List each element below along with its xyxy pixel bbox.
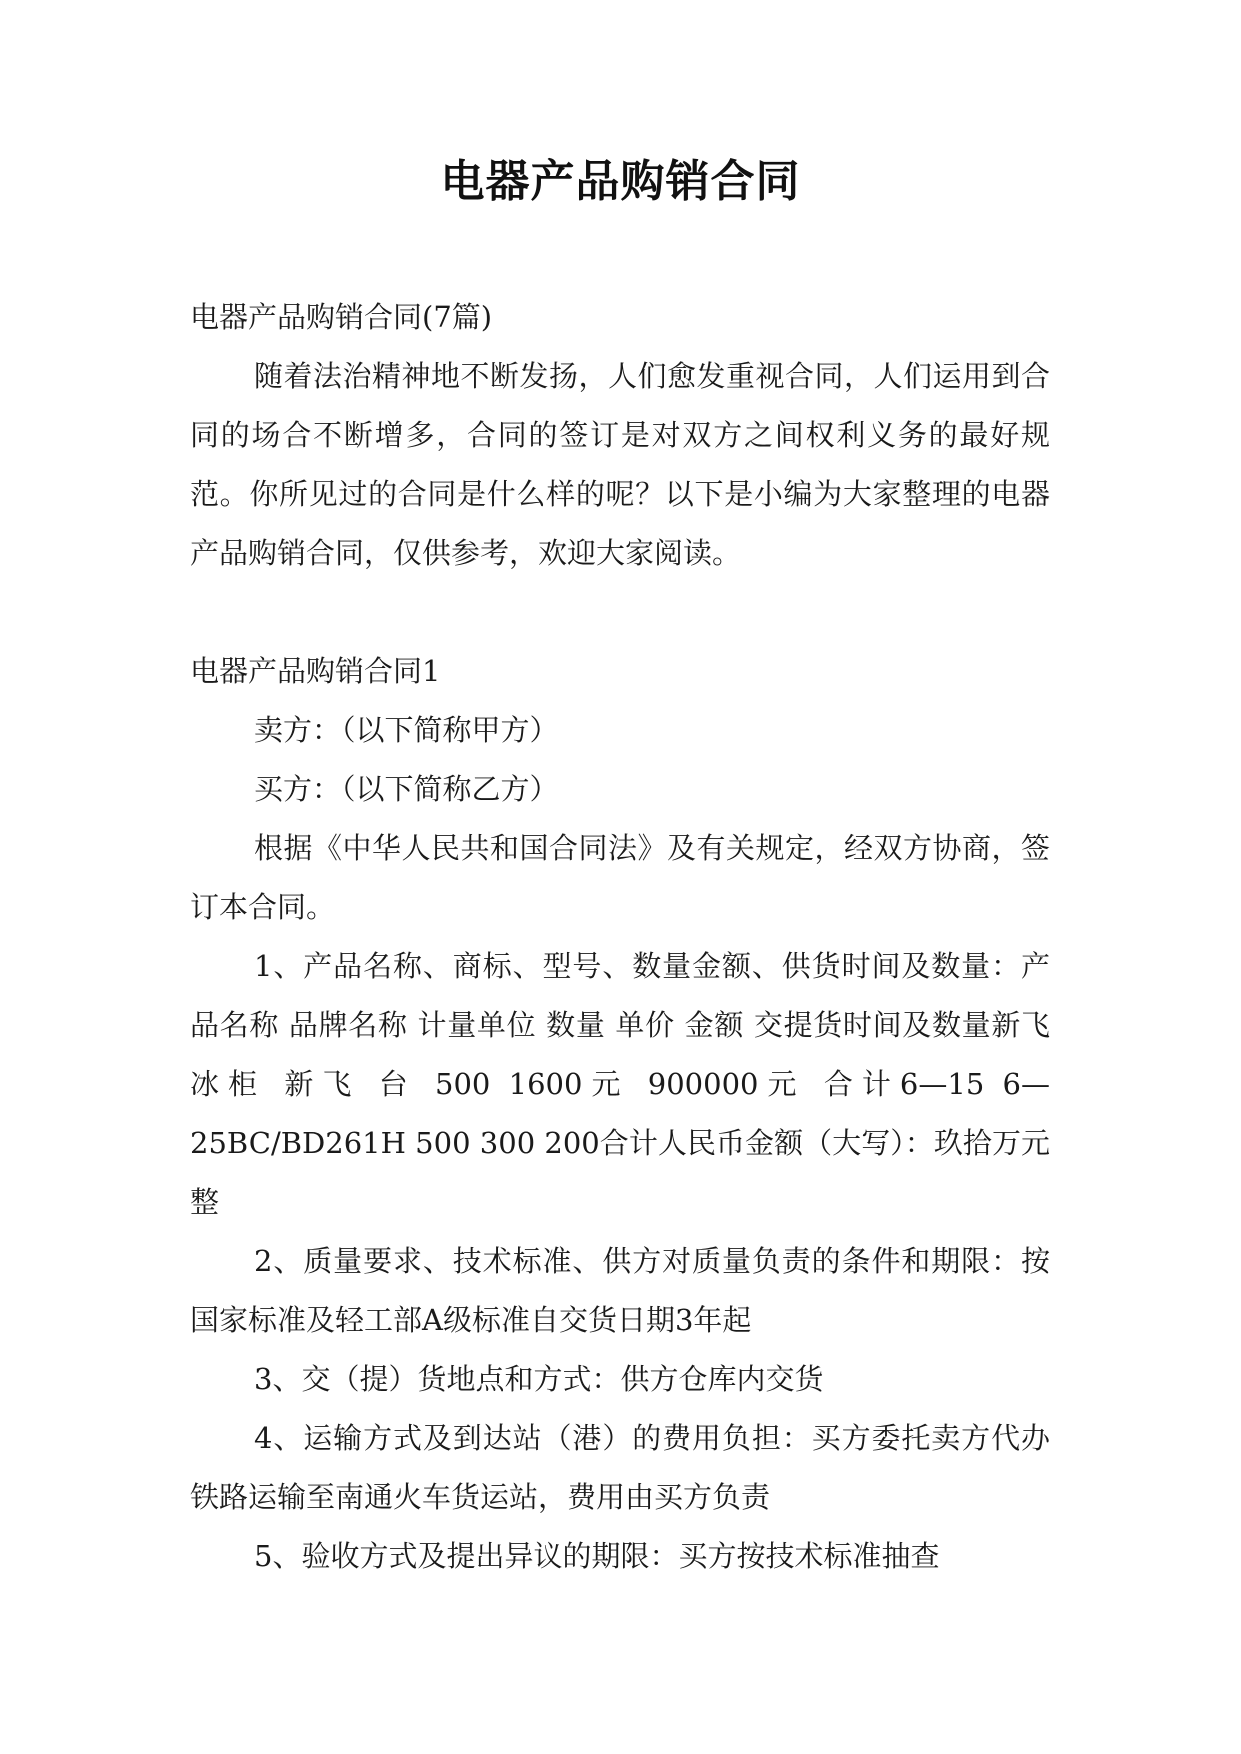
- collection-heading: 电器产品购销合同(7篇): [190, 300, 493, 334]
- clause-4: 4、运输方式及到达站（港）的费用负担：买方委托卖方代办铁路运输至南通火车货运站，费用由买方负责: [190, 1421, 1050, 1514]
- document-title: 电器产品购销合同: [440, 156, 801, 207]
- clause-2: 2、质量要求、技术标准、供方对质量负责的条件和期限：按国家标准及轻工部A级标准自交货日期3年起: [190, 1244, 1050, 1337]
- clause-5: 5、验收方式及提出异议的期限：买方按技术标准抽查: [254, 1539, 940, 1573]
- contract-heading: 电器产品购销合同1: [190, 654, 441, 688]
- basis-paragraph: 根据《中华人民共和国合同法》及有关规定，经双方协商，签订本合同。: [190, 831, 1050, 924]
- buyer-line: 买方：（以下简称乙方）: [254, 772, 559, 806]
- seller-line: 卖方：（以下简称甲方）: [254, 713, 559, 747]
- intro-paragraph: 随着法治精神地不断发扬，人们愈发重视合同，人们运用到合同的场合不断增多，合同的签订是对双方之间权利义务的最好规范。你所见过的合同是什么样的呢？以下是小编为大家整理的电器产品购销合同，仅供参考，欢迎大家阅读。: [190, 359, 1050, 570]
- clause-3: 3、交（提）货地点和方式：供方仓库内交货: [254, 1362, 824, 1396]
- clause-1: 1、产品名称、商标、型号、数量金额、供货时间及数量：产品名称 品牌名称 计量单位 数量 单价 金额 交提货时间及数量新飞冰柜 新飞 台 500 1600元 900000元 合计6—15 6—25BC/BD261H 500 300 200合计人民币金额（大写）：玖拾万元整: [190, 949, 1050, 1219]
- document-body: [190, 288, 1050, 1586]
